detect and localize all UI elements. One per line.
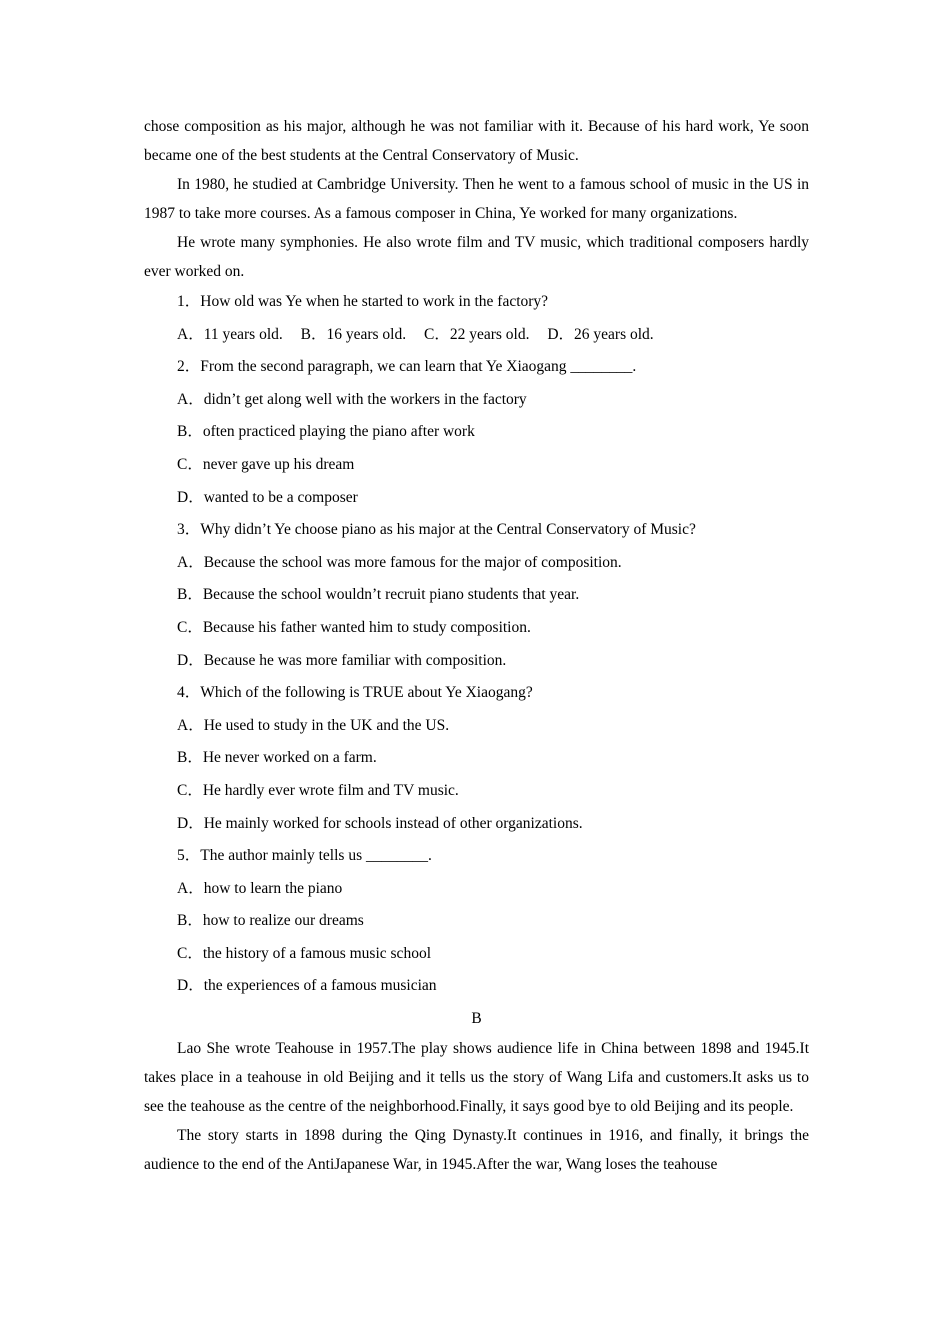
question-2-option-a: A．didn’t get along well with the workers in the factory bbox=[177, 390, 527, 408]
question-3-option-a: A．Because the school was more famous for the major of composition. bbox=[177, 553, 622, 571]
question-4-option-b: B．He never worked on a farm. bbox=[177, 749, 377, 767]
question-2-option-d: D．wanted to be a composer bbox=[177, 488, 358, 506]
document-body bbox=[144, 112, 809, 1179]
question-3-option-c: C．Because his father wanted him to study composition. bbox=[177, 618, 531, 636]
passage-b-paragraph-1: Lao She wrote Teahouse in 1957.The play shows audience life in China between 1898 and 1945.It takes place in a teahouse in old Beijing and it tells us the story of Wang Lifa and customers.It asks us to see the teahouse as the centre of the neighborhood.Finally, it says good bye to old Beijing and its people. bbox=[144, 1040, 809, 1116]
question-1-options bbox=[144, 319, 809, 352]
question-1-option-c: C．22 years old. bbox=[424, 325, 530, 343]
passage-a-paragraph-3: He wrote many symphonies. He also wrote film and TV music, which traditional composers hardly ever worked on. bbox=[144, 234, 809, 280]
question-4-option-d: D．He mainly worked for schools instead of other organizations. bbox=[177, 814, 583, 832]
passage-b-title: B bbox=[471, 1010, 482, 1028]
question-4-option-c: C．He hardly ever wrote film and TV music. bbox=[177, 781, 459, 799]
question-1-option-d: D．26 years old. bbox=[547, 325, 654, 343]
question-1-stem: 1．How old was Ye when he started to work in the factory? bbox=[177, 293, 549, 310]
question-5-option-b: B．how to realize our dreams bbox=[177, 912, 364, 930]
question-5-option-d: D．the experiences of a famous musician bbox=[177, 977, 437, 995]
question-4-stem: 4．Which of the following is TRUE about Ye Xiaogang? bbox=[177, 684, 533, 702]
question-1-option-a: A．11 years old. bbox=[177, 325, 283, 343]
question-2-option-b: B．often practiced playing the piano after work bbox=[177, 423, 475, 441]
question-2-stem: 2．From the second paragraph, we can learn that Ye Xiaogang ________. bbox=[177, 358, 637, 376]
question-5-stem: 5．The author mainly tells us ________. bbox=[177, 847, 432, 865]
question-1-option-b: B．16 years old. bbox=[300, 325, 407, 343]
question-3-option-b: B．Because the school wouldn’t recruit piano students that year. bbox=[177, 586, 580, 604]
passage-a-paragraph-2: In 1980, he studied at Cambridge University. Then he went to a famous school of music in the US in 1987 to take more courses. As a famous composer in China, Ye worked for many organizations. bbox=[144, 176, 809, 222]
question-5-option-c: C．the history of a famous music school bbox=[177, 944, 431, 962]
question-4-option-a: A．He used to study in the UK and the US. bbox=[177, 716, 450, 734]
question-5-option-a: A．how to learn the piano bbox=[177, 879, 343, 897]
question-3-option-d: D．Because he was more familiar with composition. bbox=[177, 651, 507, 669]
question-3-stem: 3．Why didn’t Ye choose piano as his major at the Central Conservatory of Music? bbox=[177, 521, 696, 539]
question-2-option-c: C．never gave up his dream bbox=[177, 455, 355, 473]
passage-b-paragraph-2: The story starts in 1898 during the Qing Dynasty.It continues in 1916, and finally, it brings the audience to the end of the AntiJapanese War, in 1945.After the war, Wang loses the teahouse bbox=[144, 1127, 809, 1174]
passage-a-paragraph-continued: chose composition as his major, although he was not familiar with it. Because of his hard work, Ye soon became one of the best students at the Central Conservatory of Music. bbox=[144, 118, 809, 164]
